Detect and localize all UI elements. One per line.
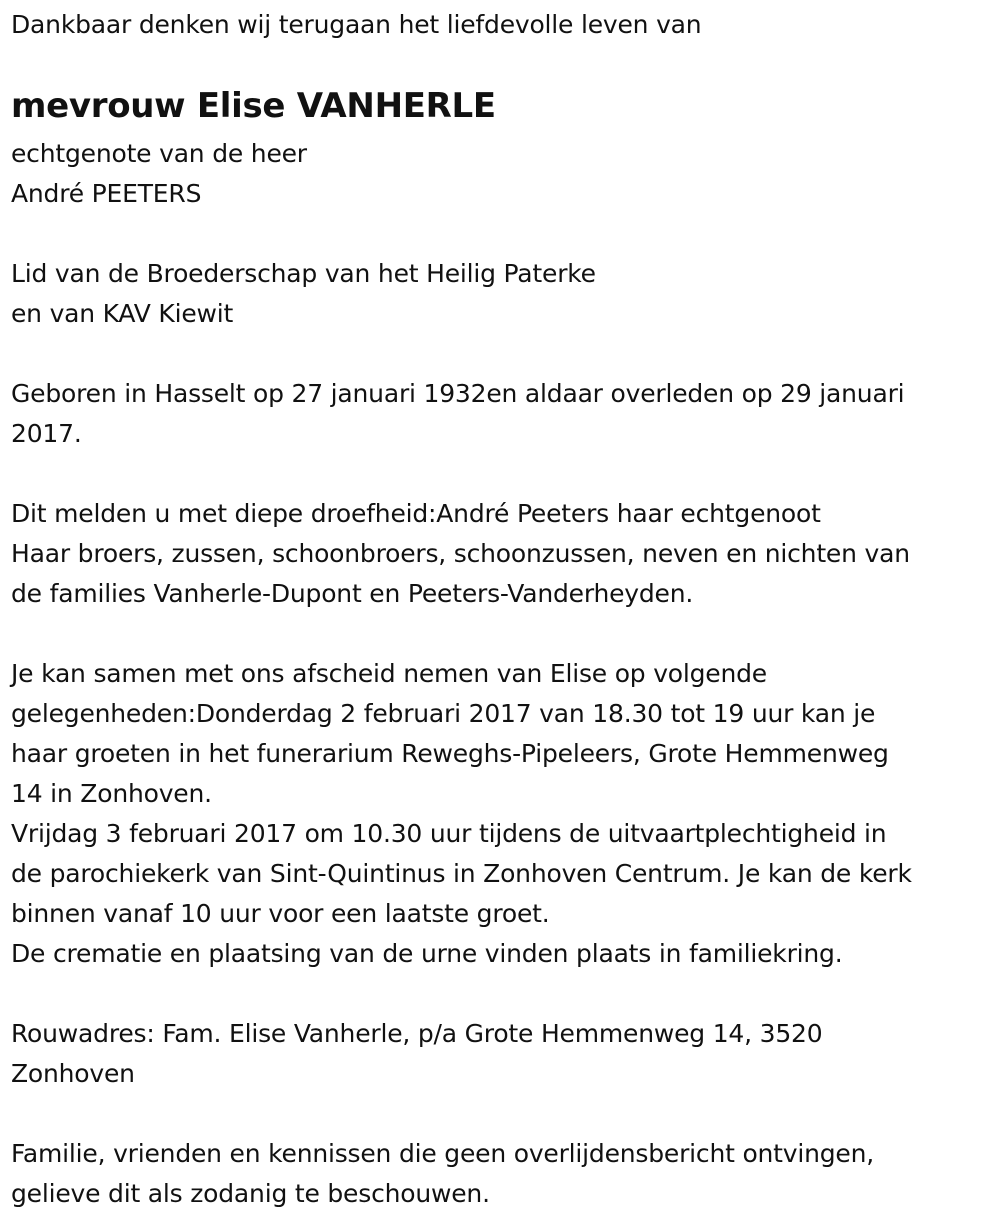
spouse-name: André PEETERS [11, 179, 202, 208]
farewell-line: gelegenheden:Donderdag 2 februari 2017 van 18.30 tot 19 uur kan je [11, 699, 876, 728]
farewell-line: Je kan samen met ons afscheid nemen van Elise op volgende [11, 659, 767, 688]
farewell-line: De crematie en plaatsing van de urne vinden plaats in familiekring. [11, 939, 843, 968]
closing-line: Familie, vrienden en kennissen die geen overlijdensbericht ontvingen, [11, 1139, 875, 1168]
address-line: Rouwadres: Fam. Elise Vanherle, p/a Grote Hemmenweg 14, 3520 [11, 1019, 823, 1048]
closing-line: gelieve dit als zodanig te beschouwen. [11, 1179, 490, 1208]
intro-line: Dankbaar denken wij terugaan het liefdevolle leven van [11, 10, 702, 39]
address-line: Zonhoven [11, 1059, 135, 1088]
farewell-line: Vrijdag 3 februari 2017 om 10.30 uur tijdens de uitvaartplechtigheid in [11, 819, 887, 848]
birth-death-line: Geboren in Hasselt op 27 januari 1932en aldaar overleden op 29 januari [11, 379, 905, 408]
farewell-line: haar groeten in het funerarium Reweghs-Pipeleers, Grote Hemmenweg [11, 739, 889, 768]
announcement-block [11, 494, 986, 614]
farewell-block [11, 654, 986, 974]
birth-death-block [11, 374, 986, 454]
birth-death-line: 2017. [11, 419, 82, 448]
farewell-line: binnen vanaf 10 uur voor een laatste groet. [11, 899, 550, 928]
farewell-line: de parochiekerk van Sint-Quintinus in Zonhoven Centrum. Je kan de kerk [11, 859, 912, 888]
spouse-block [11, 134, 986, 214]
farewell-line: 14 in Zonhoven. [11, 779, 212, 808]
spouse-line: echtgenote van de heer [11, 139, 307, 168]
closing-block [11, 1134, 986, 1214]
announcement-line: Dit melden u met diepe droefheid:André Peeters haar echtgenoot [11, 499, 821, 528]
membership-line: Lid van de Broederschap van het Heilig Paterke [11, 259, 596, 288]
announcement-line: de families Vanherle-Dupont en Peeters-Vanderheyden. [11, 579, 694, 608]
announcement-line: Haar broers, zussen, schoonbroers, schoonzussen, neven en nichten van [11, 539, 910, 568]
address-block [11, 1014, 986, 1094]
membership-line: en van KAV Kiewit [11, 299, 234, 328]
deceased-name: mevrouw Elise VANHERLE [11, 86, 496, 126]
membership-block [11, 254, 986, 334]
